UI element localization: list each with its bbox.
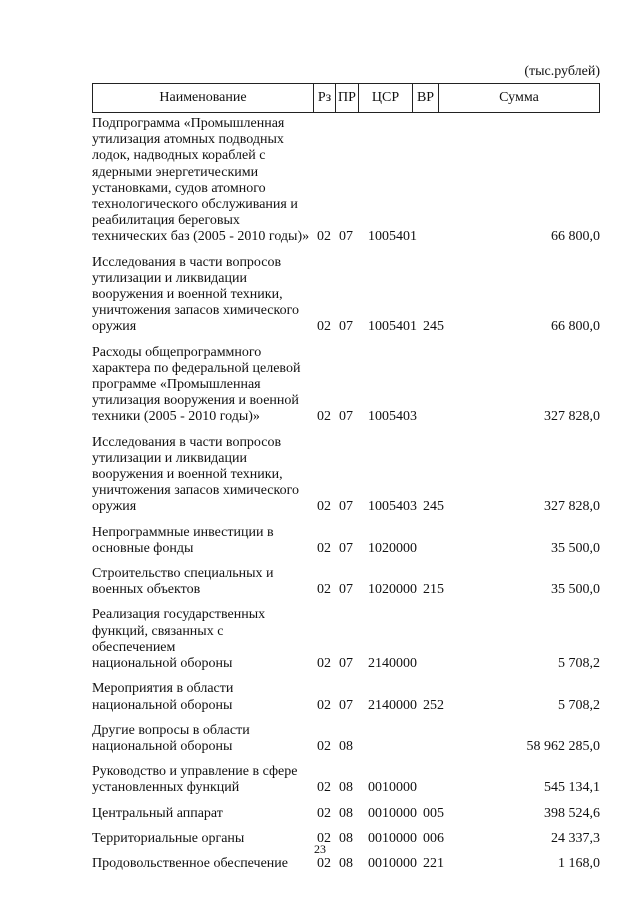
row-pr: 08 [339, 780, 353, 796]
row-sum: 1 168,0 [558, 855, 600, 871]
row-csr: 1005401 [368, 229, 417, 245]
row-pr: 07 [339, 499, 353, 515]
row-name: Центральный аппарат [92, 805, 223, 821]
row-pr: 08 [339, 805, 353, 821]
row-csr: 1005401 [368, 319, 417, 335]
row-sum: 66 800,0 [551, 319, 600, 335]
row-name: Продовольственное обеспечение [92, 855, 288, 871]
table-row [92, 116, 600, 246]
column-header-name: Наименование [93, 84, 314, 112]
column-header-rz: Рз [314, 84, 336, 112]
row-sum: 58 962 285,0 [526, 738, 600, 754]
row-csr: 1005403 [368, 499, 417, 515]
table-row [92, 255, 600, 336]
row-pr: 07 [339, 582, 353, 598]
row-sum: 35 500,0 [551, 582, 600, 598]
row-vr: 245 [423, 499, 444, 515]
table-row [92, 764, 600, 796]
row-vr: 215 [423, 582, 444, 598]
table-row [92, 525, 600, 557]
row-rz: 02 [317, 499, 331, 515]
table-row [92, 831, 600, 847]
row-name: Исследования в части вопросов утилизации и ликвидации вооружения и военной техники, уничтожения запасов химического оружия [92, 254, 299, 335]
row-pr: 07 [339, 656, 353, 672]
row-name: Другие вопросы в области национальной обороны [92, 722, 250, 754]
row-csr: 0010000 [368, 805, 417, 821]
row-csr: 1020000 [368, 582, 417, 598]
budget-table-body [92, 116, 600, 881]
row-sum: 5 708,2 [558, 656, 600, 672]
row-pr: 07 [339, 697, 353, 713]
row-pr: 07 [339, 319, 353, 335]
table-row [92, 681, 600, 713]
row-name: Расходы общепрограммного характера по федеральной целевой программе «Промышленная утилизация вооружения и военной техники (2005 - 2010 годы)» [92, 344, 301, 425]
row-rz: 02 [317, 540, 331, 556]
row-pr: 08 [339, 738, 353, 754]
row-sum: 327 828,0 [544, 409, 600, 425]
row-csr: 1020000 [368, 540, 417, 556]
row-pr: 08 [339, 855, 353, 871]
row-sum: 545 134,1 [544, 780, 600, 796]
row-rz: 02 [317, 780, 331, 796]
row-rz: 02 [317, 656, 331, 672]
row-vr: 221 [423, 855, 444, 871]
row-csr: 1005403 [368, 409, 417, 425]
table-row [92, 806, 600, 822]
row-rz: 02 [317, 830, 331, 846]
row-sum: 398 524,6 [544, 805, 600, 821]
row-vr: 005 [423, 805, 444, 821]
column-header-pr: ПР [336, 84, 359, 112]
row-name: Строительство специальных и военных объектов [92, 566, 274, 598]
row-csr: 0010000 [368, 780, 417, 796]
units-label: (тыс.рублей) [524, 64, 600, 79]
row-rz: 02 [317, 409, 331, 425]
table-row [92, 856, 600, 872]
row-name: Подпрограмма «Промышленная утилизация атомных подводных лодок, надводных кораблей с ядерными энергетическими установками, судов атомного технологического обслуживания и реабилитация береговых технических баз (2005 - 2010 годы)» [92, 116, 310, 245]
row-sum: 24 337,3 [551, 830, 600, 846]
page-number: 23 [314, 842, 326, 856]
column-header-vr: ВР [413, 84, 439, 112]
row-vr: 245 [423, 319, 444, 335]
row-rz: 02 [317, 855, 331, 871]
column-header-sum: Сумма [499, 90, 539, 105]
row-rz: 02 [317, 805, 331, 821]
row-rz: 02 [317, 738, 331, 754]
row-rz: 02 [317, 697, 331, 713]
row-pr: 07 [339, 409, 353, 425]
row-name: Реализация государственных функций, связанных с обеспечением национальной обороны [92, 607, 266, 672]
table-row [92, 345, 600, 426]
row-rz: 02 [317, 582, 331, 598]
row-sum: 5 708,2 [558, 697, 600, 713]
row-csr: 0010000 [368, 855, 417, 871]
row-name: Территориальные органы [92, 830, 245, 846]
table-row [92, 435, 600, 516]
row-name: Исследования в части вопросов утилизации и ликвидации вооружения и военной техники, уничтожения запасов химического оружия [92, 434, 299, 515]
row-name: Непрограммные инвестиции в основные фонды [92, 524, 274, 556]
table-header [92, 83, 600, 113]
row-rz: 02 [317, 229, 331, 245]
row-csr: 2140000 [368, 656, 417, 672]
row-sum: 66 800,0 [551, 229, 600, 245]
table-row [92, 607, 600, 672]
row-pr: 07 [339, 229, 353, 245]
column-header-csr: ЦСР [359, 84, 413, 112]
row-csr: 0010000 [368, 830, 417, 846]
table-row [92, 723, 600, 755]
row-name: Руководство и управление в сфере установленных функций [92, 764, 298, 796]
table-row [92, 566, 600, 598]
row-sum: 35 500,0 [551, 540, 600, 556]
row-name: Мероприятия в области национальной обороны [92, 681, 234, 713]
row-sum: 327 828,0 [544, 499, 600, 515]
row-rz: 02 [317, 319, 331, 335]
row-vr: 252 [423, 697, 444, 713]
row-pr: 07 [339, 540, 353, 556]
row-csr: 2140000 [368, 697, 417, 713]
row-pr: 08 [339, 830, 353, 846]
row-vr: 006 [423, 830, 444, 846]
